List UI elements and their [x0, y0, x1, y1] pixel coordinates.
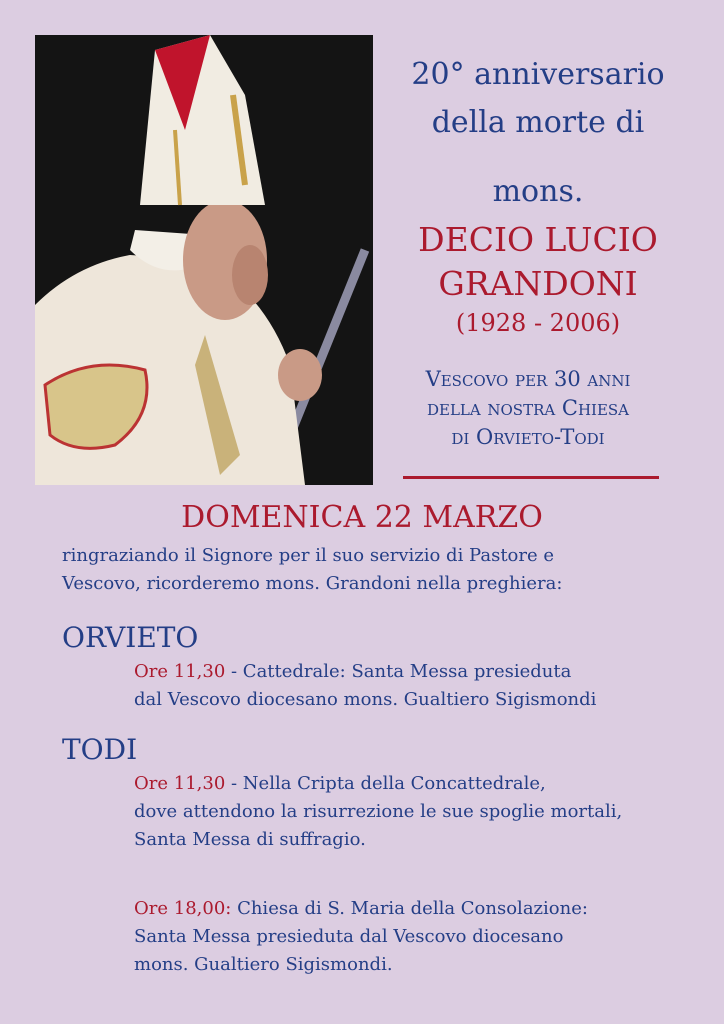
city-todi: TODI [62, 733, 138, 766]
todi-a-line-1: - Nella Cripta della Concattedrale, [225, 773, 546, 794]
divider [403, 476, 659, 479]
role-line-3: di Orvieto-Todi [451, 425, 605, 449]
orvieto-time: Ore 11,30 [134, 661, 226, 682]
intro-text [62, 542, 562, 598]
death-line: della morte di [431, 105, 645, 140]
intro-line-1: ringraziando il Signore per il suo servizio di Pastore e [62, 545, 555, 566]
anniversary-line: 20° anniversario [411, 57, 665, 92]
event-date: DOMENICA 22 MARZO [181, 500, 543, 535]
role-line-1: Vescovo per 30 anni [425, 367, 631, 391]
orvieto-details [134, 658, 596, 714]
todi-time-1: Ore 11,30 [134, 773, 226, 794]
name-line-2: GRANDONI [438, 264, 638, 303]
bishop-photo [35, 35, 373, 485]
mons-line: mons. [492, 174, 584, 209]
todi-a-line-2: dove attendono la risurrezione le sue spoglie mortali, [134, 801, 623, 822]
todi-evening [134, 895, 588, 979]
todi-morning [134, 770, 622, 854]
intro-line-2: Vescovo, ricorderemo mons. Grandoni nella preghiera: [62, 573, 563, 594]
todi-time-2: Ore 18,00: [134, 898, 232, 919]
todi-a-line-3: Santa Messa di suffragio. [134, 829, 366, 850]
orvieto-line-2: dal Vescovo diocesano mons. Gualtiero Sigismondi [134, 689, 597, 710]
orvieto-line-1: - Cattedrale: Santa Messa presieduta [225, 661, 572, 682]
name-line-1: DECIO LUCIO [418, 220, 658, 259]
role-line-2: della nostra Chiesa [426, 396, 630, 420]
todi-b-line-1: Chiesa di S. Maria della Consolazione: [231, 898, 588, 919]
city-orvieto: ORVIETO [62, 621, 199, 654]
todi-b-line-3: mons. Gualtiero Sigismondi. [134, 954, 393, 975]
years-line: (1928 - 2006) [455, 309, 621, 337]
todi-b-line-2: Santa Messa presieduta dal Vescovo diocesano [134, 926, 564, 947]
